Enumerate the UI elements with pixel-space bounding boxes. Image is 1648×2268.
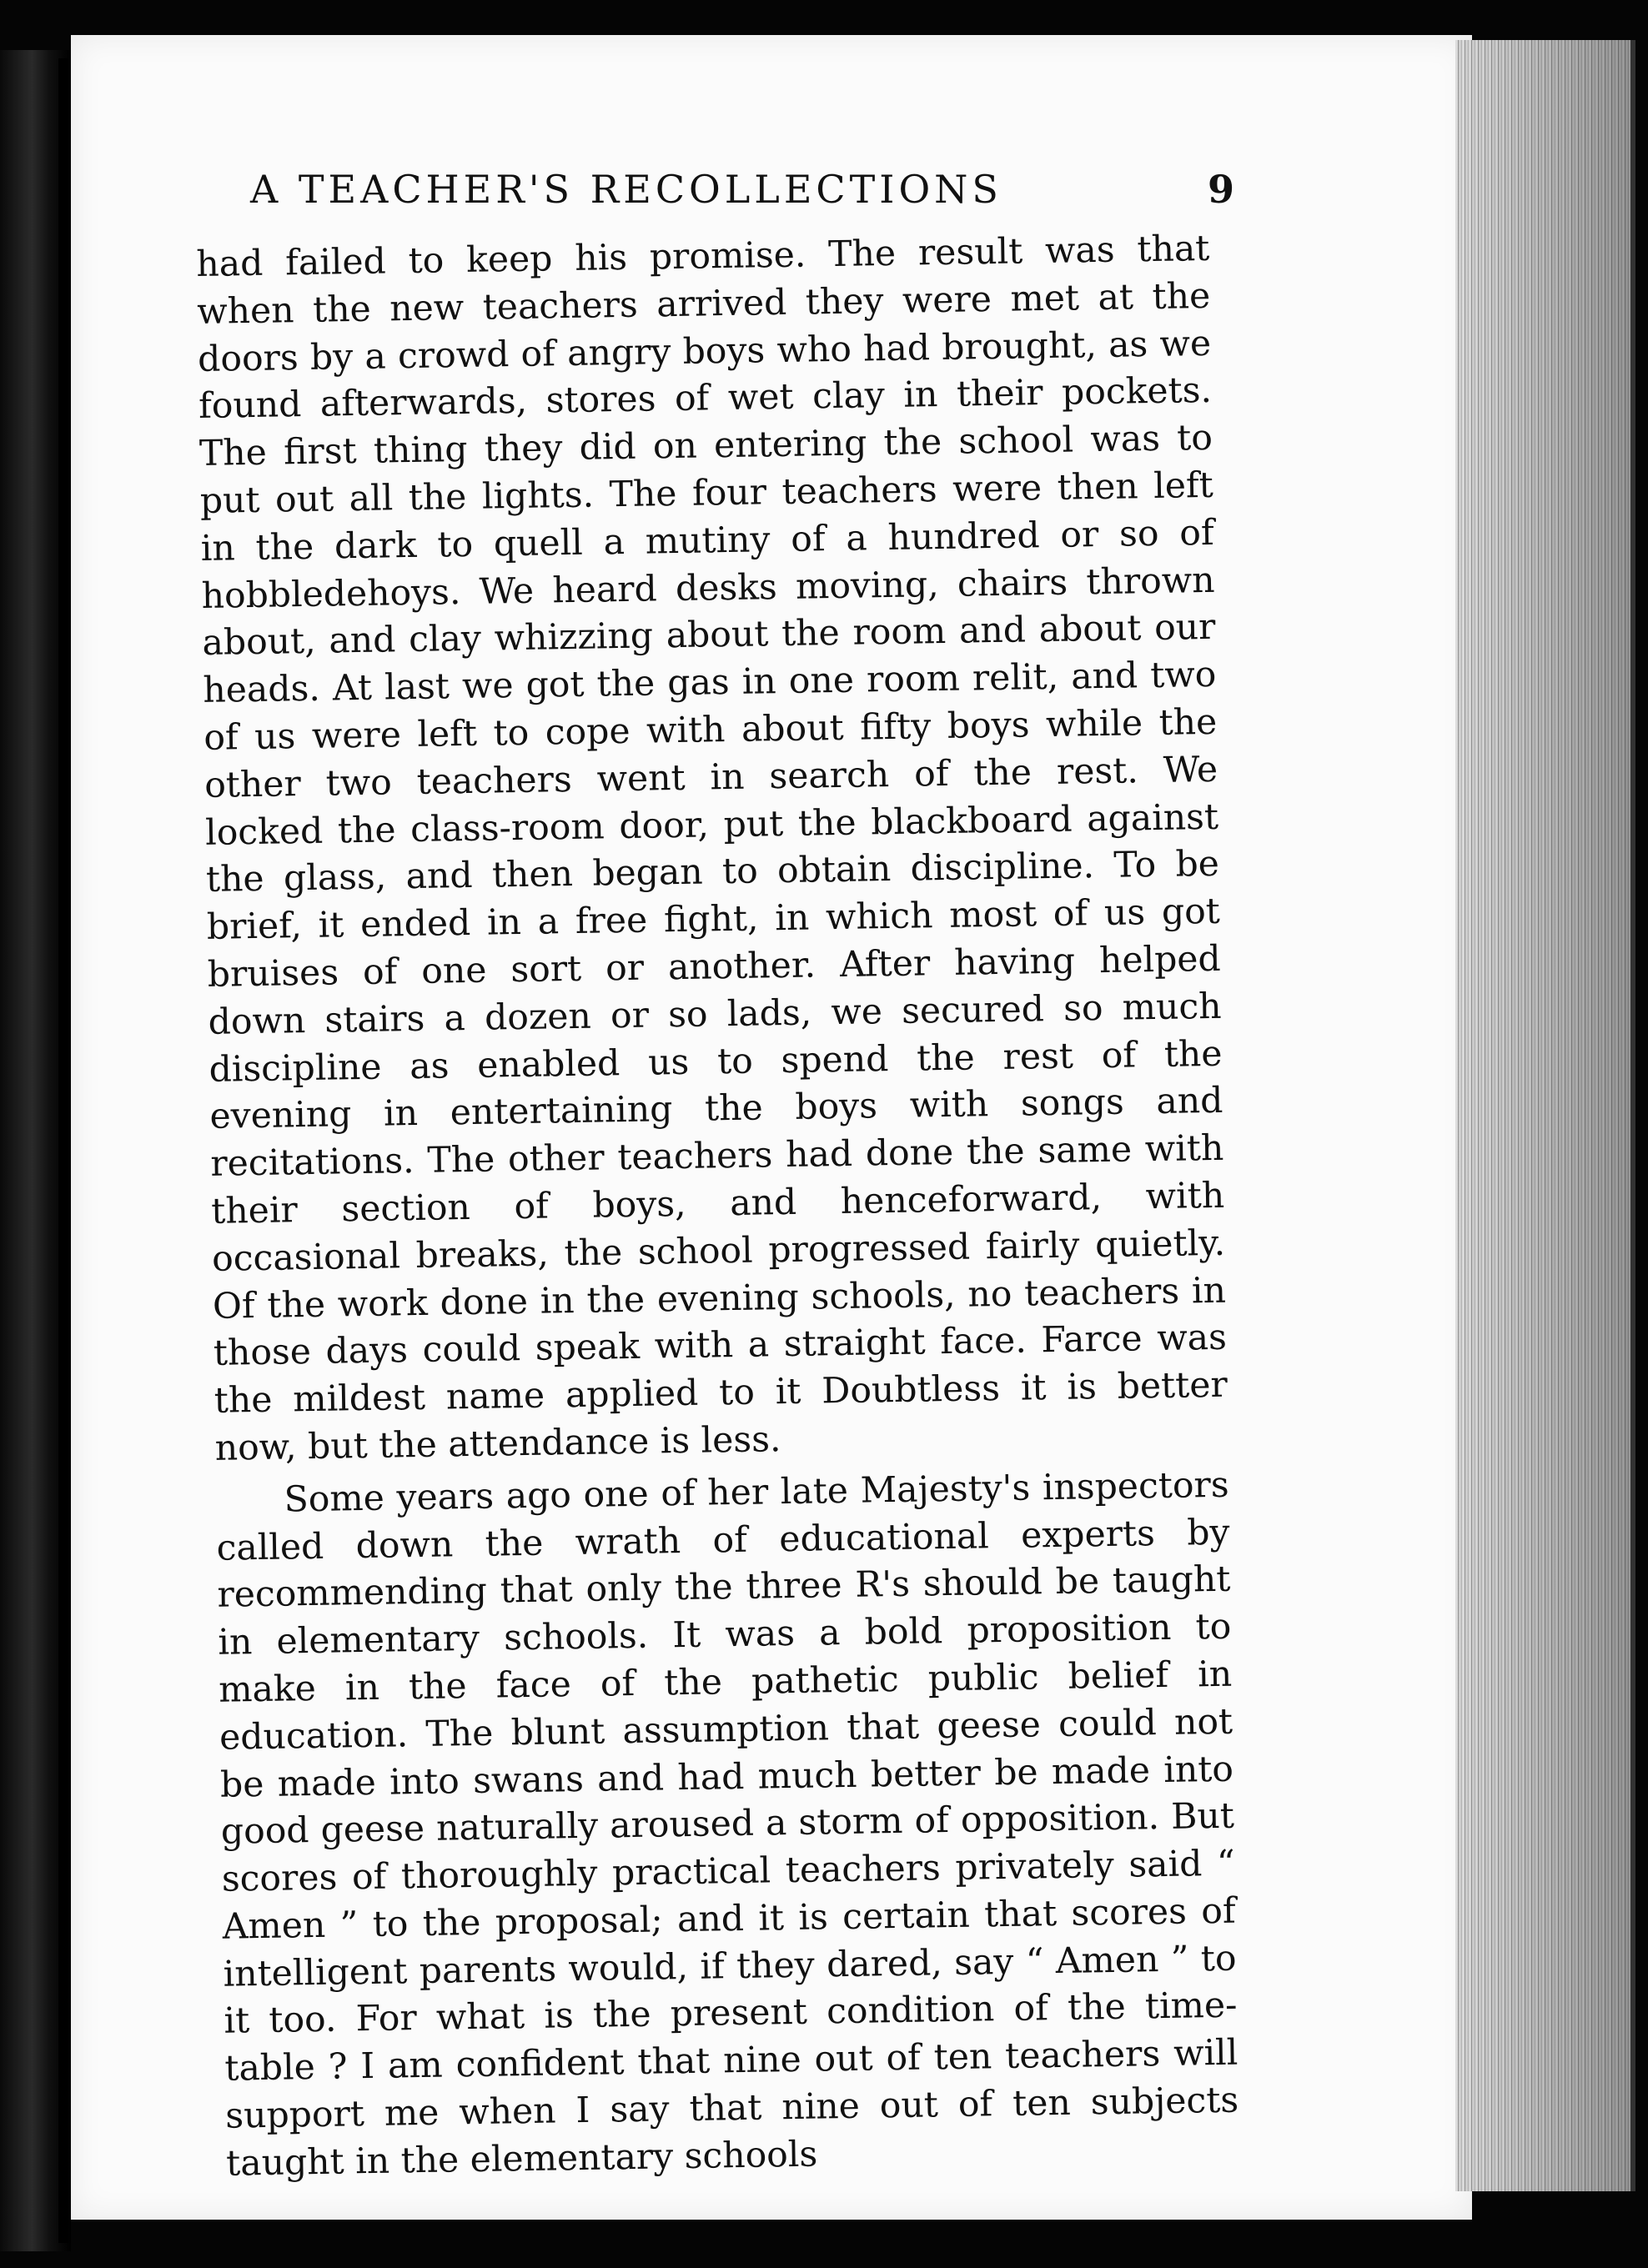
running-head-title: A TEACHER'S RECOLLECTIONS: [250, 167, 1002, 212]
page-number: 9: [1207, 167, 1234, 212]
paragraph-1: had failed to keep his promise. The result was that when the new teachers arrived they were met at the doors by a crowd of angry boys who had brought, as we found afterwards, stores of wet clay in their pockets. The first thing they did on entering the school was to put out all the lights. The four teachers were then left in the dark to quell a mutiny of a hundred or so of hobbledehoys. We heard desks moving, chairs thrown about, and clay whizzing about the room and about our heads. At last we got the gas in one room relit, and two of us were left to cope with about fifty boys while the other two teachers went in search of the rest. We locked the class-room door, put the blackboard against the glass, and then began to obtain discipline. To be brief, it ended in a free fight, in which most of us got bruises of one sort or another. After having helped down stairs a dozen or so lads, we secured so much discipline as enabled us to spend the rest of the evening in entertaining the boys with songs and recitations. The other teachers had done the same with their section of boys, and henceforward, with occasional breaks, the school progressed fairly quietly. Of the work done in the evening schools, no teachers in those days could speak with a straight face. Farce was the mildest name applied to it Doubtless it is better now, but the attendance is less.: [196, 228, 1228, 1469]
running-head: [250, 167, 1234, 225]
book-spine-shadow: [58, 58, 68, 2243]
paragraph-2: Some years ago one of her late Majesty's inspectors called down the wrath of educational experts by recommending that only the three R's should be taught in elementary schools. It was a bold proposition to make in the face of the pathetic public belief in education. The blunt assumption that geese could not be made into swans and had much better be made into good geese naturally aroused a storm of opposition. But scores of thoroughly practical teachers privately said “ Amen ” to the proposal; and it is certain that scores of intelligent parents would, if they dared, say “ Amen ” to it too. For what is the present condition of the time-table ? I am confident that nine out of ten teachers will support me when I say that nine out of ten subjects taught in the elementary schools: [216, 1464, 1239, 2185]
body-text: [196, 226, 1240, 2188]
page-edges-shade: [1455, 40, 1630, 2191]
